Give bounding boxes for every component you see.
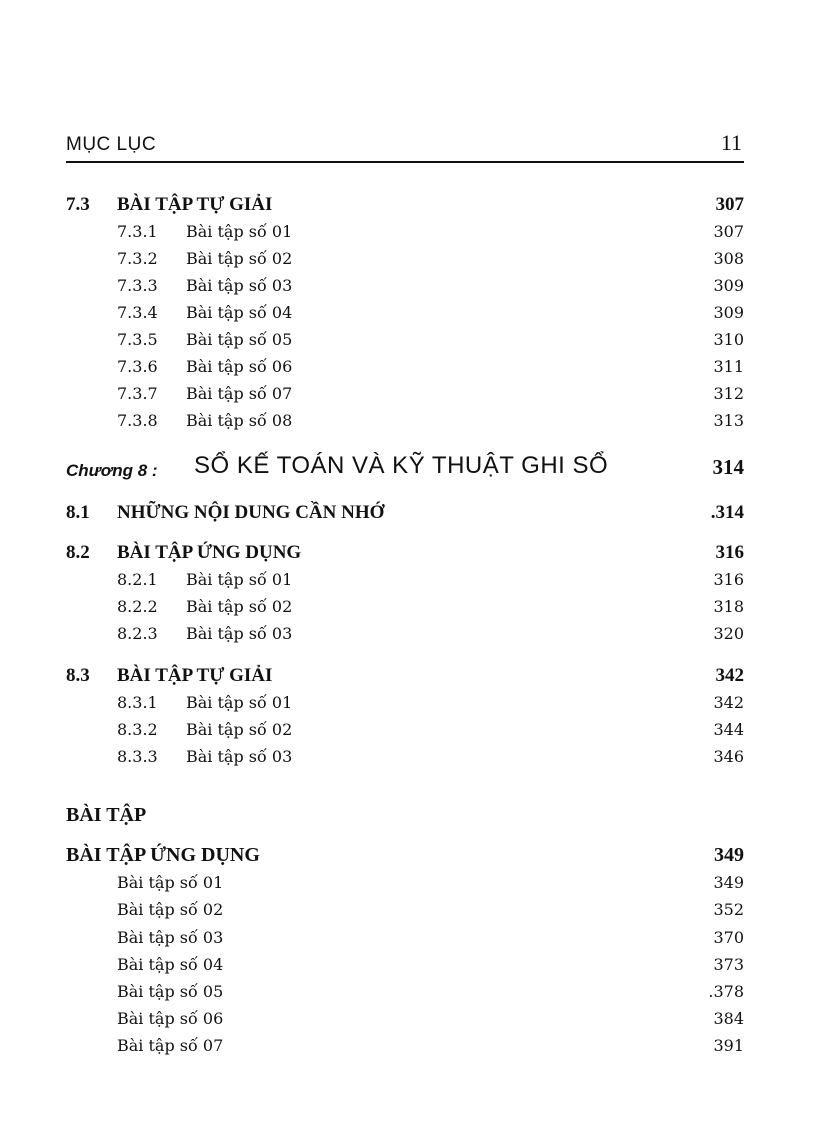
part-title: BÀI TẬP bbox=[66, 804, 147, 826]
entry-page: 309 bbox=[713, 276, 744, 295]
chapter-page: 314 bbox=[712, 455, 744, 479]
entry-title: Bài tập số 04 bbox=[117, 955, 224, 974]
entry-page: 373 bbox=[713, 955, 744, 974]
section-page: 342 bbox=[715, 665, 744, 686]
section-number: 7.3 bbox=[66, 194, 90, 215]
entry-title: Bài tập số 07 bbox=[117, 1036, 224, 1055]
entry-title: Bài tập số 02 bbox=[186, 597, 293, 616]
entry-title: Bài tập số 07 bbox=[186, 384, 293, 403]
entry-number: 8.2.3 bbox=[117, 624, 158, 643]
entry-page: 318 bbox=[713, 597, 744, 616]
entry-title: Bài tập số 03 bbox=[186, 276, 293, 295]
section-title: BÀI TẬP TỰ GIẢI bbox=[117, 194, 273, 215]
entry-page: 308 bbox=[713, 249, 744, 268]
section-title: BÀI TẬP TỰ GIẢI bbox=[117, 665, 273, 686]
entry-title: Bài tập số 03 bbox=[186, 747, 293, 766]
entry-number: 7.3.7 bbox=[117, 384, 158, 403]
entry-title: Bài tập số 05 bbox=[186, 330, 293, 349]
entry-number: 7.3.8 bbox=[117, 411, 158, 430]
header-title: MỤC LỤC bbox=[66, 134, 157, 155]
entry-page: 307 bbox=[713, 222, 744, 241]
entry-number: 7.3.1 bbox=[117, 222, 158, 241]
entry-title: Bài tập số 03 bbox=[186, 624, 293, 643]
section-number: 8.3 bbox=[66, 665, 90, 686]
entry-page: 311 bbox=[713, 357, 744, 376]
entry-number: 8.3.1 bbox=[117, 693, 158, 712]
entry-title: Bài tập số 08 bbox=[186, 411, 293, 430]
entry-page: 309 bbox=[713, 303, 744, 322]
entry-page: .378 bbox=[708, 982, 744, 1001]
section-page: 349 bbox=[714, 844, 744, 866]
entry-number: 7.3.3 bbox=[117, 276, 158, 295]
entry-number: 7.3.2 bbox=[117, 249, 158, 268]
entry-title: Bài tập số 01 bbox=[186, 222, 293, 241]
entry-title: Bài tập số 01 bbox=[117, 873, 224, 892]
entry-page: 346 bbox=[713, 747, 744, 766]
entry-page: 384 bbox=[713, 1009, 744, 1028]
entry-page: 344 bbox=[713, 720, 744, 739]
entry-title: Bài tập số 02 bbox=[117, 900, 224, 919]
entry-title: Bài tập số 06 bbox=[117, 1009, 224, 1028]
entry-page: 391 bbox=[713, 1036, 744, 1055]
header-rule bbox=[66, 161, 744, 163]
entry-title: Bài tập số 02 bbox=[186, 249, 293, 268]
section-page: .314 bbox=[710, 502, 744, 523]
section-title: BÀI TẬP ỨNG DỤNG bbox=[117, 542, 302, 563]
entry-page: 342 bbox=[713, 693, 744, 712]
chapter-title: SỔ KẾ TOÁN VÀ KỸ THUẬT GHI SỔ bbox=[194, 452, 609, 479]
section-number: 8.1 bbox=[66, 502, 90, 523]
entry-number: 7.3.6 bbox=[117, 357, 158, 376]
section-page: 307 bbox=[715, 194, 744, 215]
entry-number: 7.3.5 bbox=[117, 330, 158, 349]
section-title: BÀI TẬP ỨNG DỤNG bbox=[66, 844, 260, 866]
section-page: 316 bbox=[715, 542, 744, 563]
entry-title: Bài tập số 04 bbox=[186, 303, 293, 322]
entry-page: 310 bbox=[713, 330, 744, 349]
entry-page: 370 bbox=[713, 928, 744, 947]
entry-number: 8.2.2 bbox=[117, 597, 158, 616]
entry-number: 8.2.1 bbox=[117, 570, 158, 589]
chapter-prefix: Chương 8 : bbox=[66, 461, 158, 480]
entry-title: Bài tập số 06 bbox=[186, 357, 293, 376]
section-title: NHỮNG NỘI DUNG CẦN NHỚ bbox=[117, 502, 385, 523]
entry-page: 316 bbox=[713, 570, 744, 589]
entry-page: 313 bbox=[713, 411, 744, 430]
entry-title: Bài tập số 01 bbox=[186, 570, 293, 589]
entry-page: 352 bbox=[713, 900, 744, 919]
entry-page: 349 bbox=[713, 873, 744, 892]
entry-number: 8.3.2 bbox=[117, 720, 158, 739]
header-page-number: 11 bbox=[720, 130, 742, 155]
entry-title: Bài tập số 02 bbox=[186, 720, 293, 739]
section-number: 8.2 bbox=[66, 542, 90, 563]
entry-title: Bài tập số 01 bbox=[186, 693, 293, 712]
entry-title: Bài tập số 03 bbox=[117, 928, 224, 947]
entry-title: Bài tập số 05 bbox=[117, 982, 224, 1001]
entry-number: 8.3.3 bbox=[117, 747, 158, 766]
entry-page: 312 bbox=[713, 384, 744, 403]
running-header bbox=[66, 128, 744, 162]
entry-page: 320 bbox=[713, 624, 744, 643]
entry-number: 7.3.4 bbox=[117, 303, 158, 322]
